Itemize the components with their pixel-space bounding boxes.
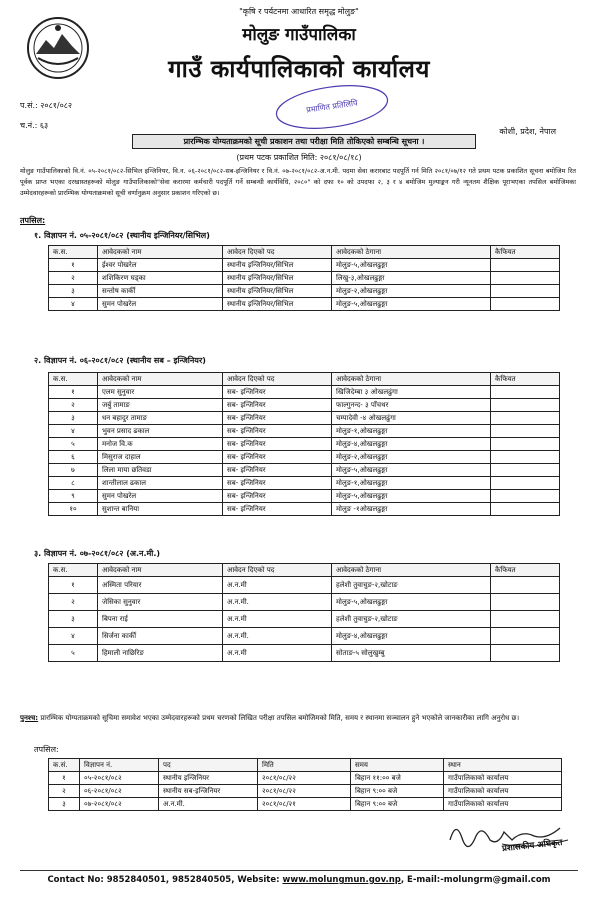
table-row bbox=[49, 785, 562, 798]
website-link[interactable]: www.molungmun.gov.np bbox=[282, 875, 401, 885]
cell: मोलुङ-१,ओखलढुङ्गा bbox=[332, 477, 491, 490]
cell: २ bbox=[49, 399, 98, 412]
reference-number: प.सं.: २०८१/०८२ bbox=[20, 101, 73, 110]
cell: हलेशी तुवाचुङ-२,खोटाङ bbox=[332, 577, 491, 594]
cell: २०८१/०८/२२ bbox=[258, 785, 351, 798]
footer-contact bbox=[0, 875, 598, 885]
cell: १ bbox=[49, 577, 98, 594]
cell: मोलुङ-५,ओखलढुङ्गा bbox=[332, 259, 491, 272]
section-2-table bbox=[48, 372, 560, 516]
table-row bbox=[49, 438, 560, 451]
column-header: क.स. bbox=[49, 246, 98, 259]
cell bbox=[491, 451, 560, 464]
table-row bbox=[49, 386, 560, 399]
cell bbox=[491, 272, 560, 285]
cell: २०८१/०८/२२ bbox=[258, 772, 351, 785]
cell: २०८१/०८/२१ bbox=[258, 798, 351, 811]
cell: ३ bbox=[49, 285, 98, 298]
cell: ४ bbox=[49, 425, 98, 438]
certification-stamp bbox=[269, 76, 394, 138]
cell: मिसुराज दाहाल bbox=[98, 451, 223, 464]
table-row bbox=[49, 503, 560, 516]
cell: सब- इन्जिनियर bbox=[223, 399, 332, 412]
cell: ५ bbox=[49, 438, 98, 451]
cell bbox=[491, 477, 560, 490]
cell: सब- इन्जिनियर bbox=[223, 503, 332, 516]
exam-tapasil-label: तपसिल: bbox=[34, 745, 59, 754]
cell: फाल्गुनन्द- ३ पाँचथर bbox=[332, 399, 491, 412]
cell: सब- इन्जिनियर bbox=[223, 425, 332, 438]
cell: ०५-२०८१/०८२ bbox=[80, 772, 159, 785]
column-header: क.सं. bbox=[49, 759, 80, 772]
table-row bbox=[49, 594, 560, 611]
section-2-title: २. विज्ञापन नं. ०६-२०८१/०८२ (स्थानीय सब – इन्जिनियर) bbox=[34, 356, 206, 365]
cell: स्थानीय इन्जिनियर/सिभिल bbox=[223, 259, 332, 272]
table-row bbox=[49, 611, 560, 628]
table-row bbox=[49, 628, 560, 645]
notice-paragraph: मोलुङ गाउँपालिकाको वि.नं. ०५-२०८१/०८२-सिभिल इन्जिनियर, वि.न. ०६-२०८१/०८२-सब-इन्जिनियर र वि.नं. ०७-२०८१/०८२-अ.न.मी. पदमा सेवा करारबाट पदपूर्ति गर्न मिति २०८१/०७/१२ गते प्रथम पटक प्रकाशित सूचना बमोजिम रित पूर्वक प्राप्त भएका दरखास्तहरूको मोलुङ गाउँपालिकाको"सेवा करारमा कर्मचारी पदपूर्ति गर्ने सम्बन्धी कार्यविधि, २०८०" को दफा १० को उपदफा २, ३ र ४ बमोजिम मुल्याङ्कन गरी न्यूनतम शैक्षिक पूराभएका तपसिल बमोजिमका उम्मेदवारहरूको प्रारम्भिक योग्यताक्रमको सूची वर्णानुक्रम अनुसार प्रकाशन गरिएको छ। bbox=[20, 167, 576, 197]
cell: मोलुङ-५,ओखलढुङ्गा bbox=[332, 594, 491, 611]
cell: बिपना राई bbox=[98, 611, 223, 628]
cell: सब- इन्जिनियर bbox=[223, 386, 332, 399]
cell: सुमन पोखरेल bbox=[98, 298, 223, 311]
footer-divider bbox=[20, 870, 578, 871]
cell: मोलुङ-२,ओखलढुङ्गा bbox=[332, 451, 491, 464]
cell: २ bbox=[49, 594, 98, 611]
cell: अ.न.मी. bbox=[159, 798, 258, 811]
column-header: कैफियत bbox=[491, 373, 560, 386]
postscript-text: प्रारम्भिक योग्यताक्रमको सूचिमा समावेश भएका उम्मेदवारहरूको प्रथम चरणको लिखित परीक्षा तपसिल बमोजिमको मिति, समय र स्थानमा सञ्चालन हुने भएकोले जानकारीका लागि अनुरोध छ। bbox=[40, 714, 520, 722]
cell: १० bbox=[49, 503, 98, 516]
column-header: मिति bbox=[258, 759, 351, 772]
cell: मोलुङ -१ओखलढुङ्गा bbox=[332, 503, 491, 516]
cell: १ bbox=[49, 259, 98, 272]
footer-email: , E-mail:-molungrm@gmail.com bbox=[400, 875, 551, 885]
column-header: पद bbox=[159, 759, 258, 772]
cell: सुमन पोखरेल bbox=[98, 490, 223, 503]
cell bbox=[491, 412, 560, 425]
column-header: कैफियत bbox=[491, 246, 560, 259]
table-row bbox=[49, 425, 560, 438]
cell: सब- इन्जिनियर bbox=[223, 490, 332, 503]
section-1-table bbox=[48, 245, 560, 311]
cell: बिहान ९:०० बजे bbox=[351, 785, 444, 798]
cell bbox=[491, 628, 560, 645]
cell: स्थानीय इन्जिनियर/सिभिल bbox=[223, 272, 332, 285]
column-header: आवेदन दिएको पद bbox=[223, 373, 332, 386]
cell: मोलुङ-४,ओखलढुङ्गा bbox=[332, 628, 491, 645]
cell bbox=[491, 594, 560, 611]
cell: अ.न.मी. bbox=[223, 594, 332, 611]
officer-title: प्रशासकीय अधिकृत bbox=[501, 837, 563, 855]
cell: बिहान ९:०० बजे bbox=[351, 798, 444, 811]
dispatch-number: च.नं.: ६३ bbox=[20, 121, 49, 130]
cell bbox=[491, 298, 560, 311]
cell: ४ bbox=[49, 298, 98, 311]
cell: हलेशी तुवाचुङ-२,खोटाङ bbox=[332, 611, 491, 628]
cell: ७ bbox=[49, 464, 98, 477]
cell: लिखु-३,ओखलढुङ्गा bbox=[332, 272, 491, 285]
cell: अ.न.मी bbox=[223, 645, 332, 662]
cell: १ bbox=[49, 386, 98, 399]
table-row bbox=[49, 464, 560, 477]
column-header: आवेदकको ठेगाना bbox=[332, 564, 491, 577]
postscript-label: पुनश्च: bbox=[20, 714, 39, 722]
cell: हिमाली नाछिरिङ bbox=[98, 645, 223, 662]
cell: अ.न.मी bbox=[223, 577, 332, 594]
cell: सब- इन्जिनियर bbox=[223, 464, 332, 477]
column-header: आवेदन दिएको पद bbox=[223, 564, 332, 577]
cell bbox=[491, 438, 560, 451]
table-row bbox=[49, 645, 560, 662]
footer-phone: Contact No: 9852840501, 9852840505, Website: bbox=[47, 875, 283, 885]
postscript-note bbox=[20, 712, 576, 724]
column-header: कैफियत bbox=[491, 564, 560, 577]
cell bbox=[491, 425, 560, 438]
table-row bbox=[49, 412, 560, 425]
cell: स्थानीय इन्जिनियर/सिभिल bbox=[223, 298, 332, 311]
cell bbox=[491, 259, 560, 272]
cell: अस्मिता परियार bbox=[98, 577, 223, 594]
published-date: (प्रथम पटक प्रकाशित मिति: २०८१/०८/१८) bbox=[236, 153, 362, 162]
cell: सुशान्त बानिया bbox=[98, 503, 223, 516]
cell: गाउँपालिकाको कार्यालय bbox=[444, 772, 562, 785]
cell: मोलुङ-२,ओखलढुङ्गा bbox=[332, 285, 491, 298]
table-row bbox=[49, 772, 562, 785]
cell: सिर्जना कार्की bbox=[98, 628, 223, 645]
section-3-title: ३. विज्ञापन नं. ०७-२०८१/०८२ (अ.न.मी.) bbox=[34, 549, 161, 558]
cell: अ.न.मी. bbox=[223, 628, 332, 645]
cell: १ bbox=[49, 772, 80, 785]
cell: स्थानीय इन्जिनियर/सिभिल bbox=[223, 285, 332, 298]
column-header: आवेदकको नाम bbox=[98, 373, 223, 386]
cell: गाउँपालिकाको कार्यालय bbox=[444, 785, 562, 798]
section-1-title: १. विज्ञापन नं. ०५-२०८१/०८२ (स्थानीय इन्जिनियर/सिभिल) bbox=[34, 231, 210, 240]
tapasil-label: तपसिल: bbox=[20, 216, 46, 225]
cell: ५ bbox=[49, 645, 98, 662]
cell: सब- इन्जिनियर bbox=[223, 412, 332, 425]
cell: ६ bbox=[49, 451, 98, 464]
column-header: क.स. bbox=[49, 564, 98, 577]
cell: ईश्वर पोखरेल bbox=[98, 259, 223, 272]
cell bbox=[491, 464, 560, 477]
column-header: समय bbox=[351, 759, 444, 772]
table-row bbox=[49, 490, 560, 503]
cell: ४ bbox=[49, 628, 98, 645]
table-row bbox=[49, 798, 562, 811]
cell: बिहान ११:०० बजे bbox=[351, 772, 444, 785]
cell: एलम सुनुवार bbox=[98, 386, 223, 399]
column-header: आवेदकको नाम bbox=[98, 246, 223, 259]
cell: ०७-२०८१/०८२ bbox=[80, 798, 159, 811]
cell: जेसिका सुनुवार bbox=[98, 594, 223, 611]
cell: सब- इन्जिनियर bbox=[223, 438, 332, 451]
cell bbox=[491, 490, 560, 503]
cell: खिजिदेम्बा ३ ओखलढुंगा bbox=[332, 386, 491, 399]
cell: ३ bbox=[49, 798, 80, 811]
cell: भुवन प्रसाद ढकाल bbox=[98, 425, 223, 438]
column-header: विज्ञापन नं. bbox=[80, 759, 159, 772]
cell: सब- इन्जिनियर bbox=[223, 477, 332, 490]
section-3-table bbox=[48, 563, 560, 662]
cell: २ bbox=[49, 785, 80, 798]
cell: शान्तीलाल ढकाल bbox=[98, 477, 223, 490]
notice-subject: प्रारम्भिक योग्यताक्रमको सूची प्रकाशन तथा परीक्षा मिति तोकिएको सम्बन्धि सूचना । bbox=[132, 134, 476, 149]
cell bbox=[491, 611, 560, 628]
cell bbox=[491, 285, 560, 298]
column-header: स्थान bbox=[444, 759, 562, 772]
cell: २ bbox=[49, 272, 98, 285]
cell bbox=[491, 386, 560, 399]
cell: मोलुङ-४,ओखलढुङ्गा bbox=[332, 438, 491, 451]
table-row bbox=[49, 399, 560, 412]
cell: स्थानीय सब-इन्जिनियर bbox=[159, 785, 258, 798]
cell: ९ bbox=[49, 490, 98, 503]
stamp-text: प्रमाणित प्रतिलिपि bbox=[305, 98, 359, 115]
cell bbox=[491, 503, 560, 516]
cell: गाउँपालिकाको कार्यालय bbox=[444, 798, 562, 811]
cell: मोलुङ-५,ओखलढुङ्गा bbox=[332, 298, 491, 311]
table-row bbox=[49, 259, 560, 272]
cell: मनोज वि.क bbox=[98, 438, 223, 451]
cell: मोलुङ-१,ओखलढुङ्गा bbox=[332, 425, 491, 438]
cell: ०६-२०८१/०८२ bbox=[80, 785, 159, 798]
office-title: गाउँ कार्यपालिकाको कार्यालय bbox=[168, 55, 430, 83]
cell bbox=[491, 399, 560, 412]
table-row bbox=[49, 285, 560, 298]
column-header: आवेदन दिएको पद bbox=[223, 246, 332, 259]
cell: सन्तोष कार्की bbox=[98, 285, 223, 298]
cell: अ.न.मी bbox=[223, 611, 332, 628]
table-row bbox=[49, 577, 560, 594]
cell: ८ bbox=[49, 477, 98, 490]
column-header: आवेदकको नाम bbox=[98, 564, 223, 577]
table-row bbox=[49, 451, 560, 464]
cell: ३ bbox=[49, 611, 98, 628]
cell: मोलुङ-५,ओखलढुङ्गा bbox=[332, 464, 491, 477]
motto: "कृषि र पर्यटनमा आधारित समृद्ध मोलुङ" bbox=[239, 7, 359, 16]
cell: शशिकिरण घड्का bbox=[98, 272, 223, 285]
cell: ३ bbox=[49, 412, 98, 425]
cell: धन बहादुर तामाङ bbox=[98, 412, 223, 425]
cell bbox=[491, 577, 560, 594]
cell: लिला माया छतिवडा bbox=[98, 464, 223, 477]
table-row bbox=[49, 477, 560, 490]
exam-schedule-table bbox=[48, 758, 562, 811]
cell: सब- इन्जिनियर bbox=[223, 451, 332, 464]
cell: जर्बु तामाङ bbox=[98, 399, 223, 412]
table-row bbox=[49, 298, 560, 311]
column-header: आवेदकको ठेगाना bbox=[332, 373, 491, 386]
municipality-name: मोलुङ गाउँपालिका bbox=[242, 25, 356, 45]
cell: मोलुङ-५,ओखलढुङ्गा bbox=[332, 490, 491, 503]
cell: स्थानीय इन्जिनियर bbox=[159, 772, 258, 785]
office-address: कोशी, प्रदेश, नेपाल bbox=[499, 127, 556, 136]
column-header: क.स. bbox=[49, 373, 98, 386]
cell bbox=[491, 645, 560, 662]
column-header: आवेदकको ठेगाना bbox=[332, 246, 491, 259]
cell: चम्पादेवी -४ ओखलढुंगा bbox=[332, 412, 491, 425]
table-row bbox=[49, 272, 560, 285]
cell: सोताङ-५ सोलुखुम्बु bbox=[332, 645, 491, 662]
